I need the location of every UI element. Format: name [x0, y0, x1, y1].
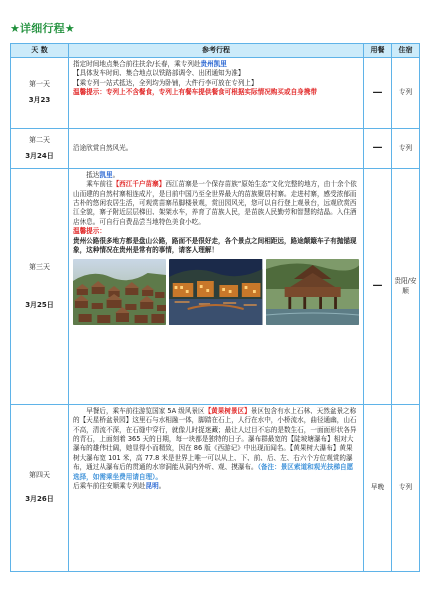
itinerary-paragraph: 乘车前往【西江千户苗寨】西江苗寨是一个保存苗族“原始生态”文化完整的地方，由十余个依山而建的自然村寨相连成片，是目前中国乃至全世界最大的苗族聚居村寨。走进村寨，感受浓郁而古朴的悠闲农居生活，可观赏苗寨吊脚楼景观，赏田园风光，您可以自行登上观景台，远观欣赏西江全貌，寨子附近层层梯田、架架水车，养育了苗族人民，是苗族人民勤劳和智慧的结晶。入住酒店休息。可自行自费品尝当地特色美食小吃。 — [73, 180, 357, 226]
table-row-day4 — [11, 405, 420, 572]
itinerary-cell — [69, 58, 364, 129]
day-name: 第一天 — [29, 80, 50, 89]
day-name: 第四天 — [29, 471, 50, 480]
day-cell — [11, 405, 69, 572]
itinerary-line: 后乘车前往安顺乘专列赴昆明。 — [73, 481, 166, 490]
itinerary-cell — [69, 169, 364, 405]
warm-tip: 温馨提示：专列上不含餐食，专列上有餐车提供餐食可根据实际情况购买或自身携带 — [73, 88, 317, 97]
itinerary-line: 指定时间地点集合前往扶余/长春，乘专列赴贵州凯里 — [73, 60, 227, 68]
day-date: 3月24日 — [25, 151, 54, 160]
river-night-photo — [169, 259, 262, 325]
itinerary-line: 【乘专列一站式抵达，全列均为卧铺，大件行李可放在专列上】 — [73, 78, 258, 87]
warm-tip: 温馨提示： — [73, 227, 106, 236]
stay-cell: 贵阳/安顺 — [392, 169, 420, 405]
meal-cell: 早晚 — [364, 405, 392, 572]
meal-cell: — — [364, 58, 392, 129]
table-row-day1 — [11, 58, 420, 129]
day-cell — [11, 58, 69, 129]
table-row-day3 — [11, 169, 420, 405]
table-row-day2 — [11, 129, 420, 169]
day-cell — [11, 129, 69, 169]
day-name: 第二天 — [29, 135, 50, 144]
header-meal: 用餐 — [364, 44, 392, 58]
header-day: 天 数 — [11, 44, 69, 58]
meal-cell: — — [364, 169, 392, 405]
stay-cell: 专列 — [392, 58, 420, 129]
day-cell — [11, 169, 69, 405]
itinerary-table — [10, 43, 420, 572]
warm-tip-text: 贵州公路很多地方都是盘山公路，路面不是很好走，各个景点之间相距远，路途颠簸车子有抛锚现象，这种情况在贵州是常有的事情，请客人理解！ — [73, 236, 357, 254]
wind-bridge-photo — [266, 259, 359, 325]
itinerary-cell — [69, 405, 364, 572]
header-stay: 住宿 — [392, 44, 420, 58]
itinerary-paragraph: 早餐后，乘车前往游览国家 5A 级风景区【黄果树景区】景区包含有水上石林、天然盆景之称的【天星桥盆景园】这里石与水相融一体，脚踏在石上，人行在水中，小桥流水，曲径通幽，山石不高，清流不深，在石缝中穿行，就像儿时捉迷藏；最让人过目不忘的是数生石，一面面形状各异的青石，上面刻着 365 天的日期，每一块都是独特的日子。瀑布群最宽的【陡坡塘瀑布】相对大瀑布的雄伟壮阔，她显得小而精致，因在 86 版《西游记》中出现而闻名。【黄果树大瀑布】黄果树大瀑布宽 101 米，高 77.8 米是世界上唯一可以从上、下、前、后、左、右六个方位观赏的瀑布，通过从瀑布后的贯通的水帘洞能从洞内外听、观、摸瀑布。（备注：景区索道和观光扶梯自愿选择，如需乘坐费用请自理）。 — [73, 407, 357, 481]
miao-village-photo — [73, 259, 166, 325]
table-header-row — [11, 44, 420, 58]
header-itinerary: 参考行程 — [69, 44, 364, 58]
day-date: 3月23 — [28, 96, 51, 104]
itinerary-line: 【具体发车时间、集合地点以铁路部调令、出团通知为准】 — [73, 69, 245, 78]
day-name: 第三天 — [29, 262, 50, 271]
photo-strip — [73, 259, 359, 325]
section-title: ★详细行程★ — [10, 22, 75, 35]
day-date: 3月25日 — [25, 300, 54, 309]
itinerary-cell — [69, 129, 364, 169]
itinerary-line: 抵达凯里。 — [86, 171, 120, 179]
stay-cell: 专列 — [392, 405, 420, 572]
meal-cell: — — [364, 129, 392, 169]
stay-cell: 专列 — [392, 129, 420, 169]
itinerary-line: 沿途欣赏自然风光。 — [73, 143, 133, 152]
day-date: 3月26日 — [25, 495, 54, 503]
